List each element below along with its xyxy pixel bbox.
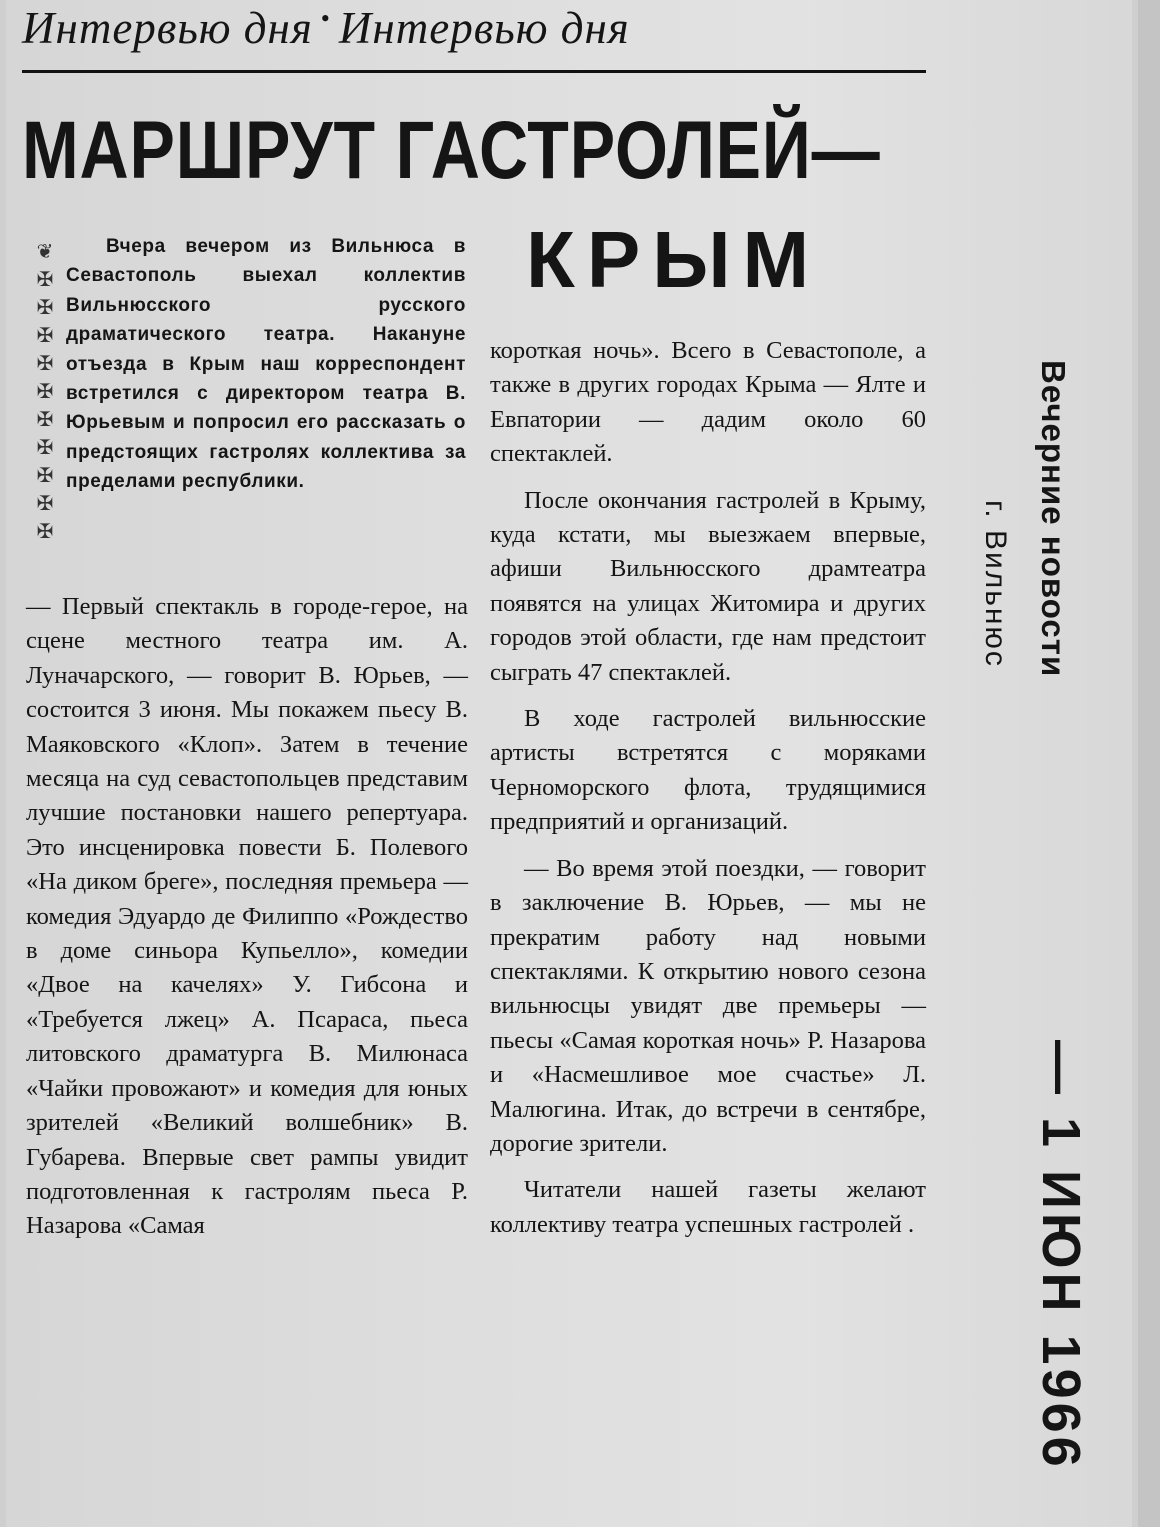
article-column-1: — Первый спектакль в городе-герое, на сцене местного театра им. А. Луначарского, — говорит В. Юрьев, — состоится 3 июня. Мы покажем пьесу В. Маяковского «Клоп». Затем в течение месяца на суд севастопольцев представим лучшие постановки нашего репертуара. Это инсценировка повести Б. Полевого «На диком бреге», последняя премьера — комедия Эдуардо де Филиппо «Рождество в доме синьора Купьелло», комедии «Двое на качелях» У. Гибсона и «Требуется лжец» А. Псараса, пьеса литовского драматурга В. Милюнаса «Чайки провожают» и комедия для юных зрителей «Великий волшебник» В. Губарева. Впервые свет рампы увидит подготовленная к гастролям пьеса Р. Назарова «Самая	[26, 593, 468, 1240]
lead-paragraph: Вчера вечером из Вильнюса в Севастополь выехал коллектив Вильнюсского русского драматического театра. Накануне отъезда в Крым наш корреспондент встретился с директором театра В. Юрьевым и попросил его рассказать о предстоящих гастролях коллектива за пределами республики.	[66, 236, 466, 493]
rubric-rule	[22, 70, 926, 73]
column-2-paragraph: короткая ночь». Всего в Севастополе, а также в других городах Крыма — Ялте и Евпатории — дадим около 60 спектаклей.	[490, 337, 926, 468]
column-2-paragraph: После окончания гастролей в Крыму, куда кстати, мы выезжаем впервые, афиши Вильнюсского драмтеатра появятся на улицах Житомира и других городов этой области, где нам предстоит сыграть 47 спектаклей.	[490, 486, 926, 686]
source-newspaper: Вечерние новости	[1035, 360, 1072, 678]
rubric-left: Интервью дня	[22, 3, 313, 53]
source-city: г. Вильнюс	[979, 500, 1012, 668]
column-2-paragraph: В ходе гастролей вильнюсские артисты встретятся с моряками Черноморского флота, трудящимися предприятий и организаций.	[490, 705, 926, 836]
column-2-paragraph: Читатели нашей газеты желают коллективу театра успешных гастролей .	[490, 1176, 926, 1238]
headline-line2: КРЫМ	[526, 215, 822, 304]
newspaper-clipping	[6, 0, 1132, 1527]
rubric-separator: •	[320, 4, 331, 33]
article-column-2	[490, 334, 926, 1254]
headline-line1: МАРШРУТ ГАСТРОЛЕЙ—	[22, 105, 881, 196]
date-stamp: — 1 ИЮН 1966	[1031, 1040, 1091, 1471]
scan-edge	[1138, 0, 1160, 1527]
column-2-paragraph: — Во время этой поездки, — говорит в заключение В. Юрьев, — мы не прекратим работу над новыми спектаклями. К открытию нового сезона вильнюсцы увидят две премьеры — пьесы «Самая короткая ночь» Р. Назарова и «Насмешливое мое счастье» Л. Малюгина. Итак, до встречи в сентябре, дорогие зрители.	[490, 854, 926, 1157]
lead-ornament: ❦ ✠ ✠ ✠ ✠ ✠ ✠ ✠ ✠ ✠ ✠	[36, 241, 54, 543]
rubric-header	[22, 2, 630, 54]
rubric-right: Интервью дня	[338, 3, 630, 53]
